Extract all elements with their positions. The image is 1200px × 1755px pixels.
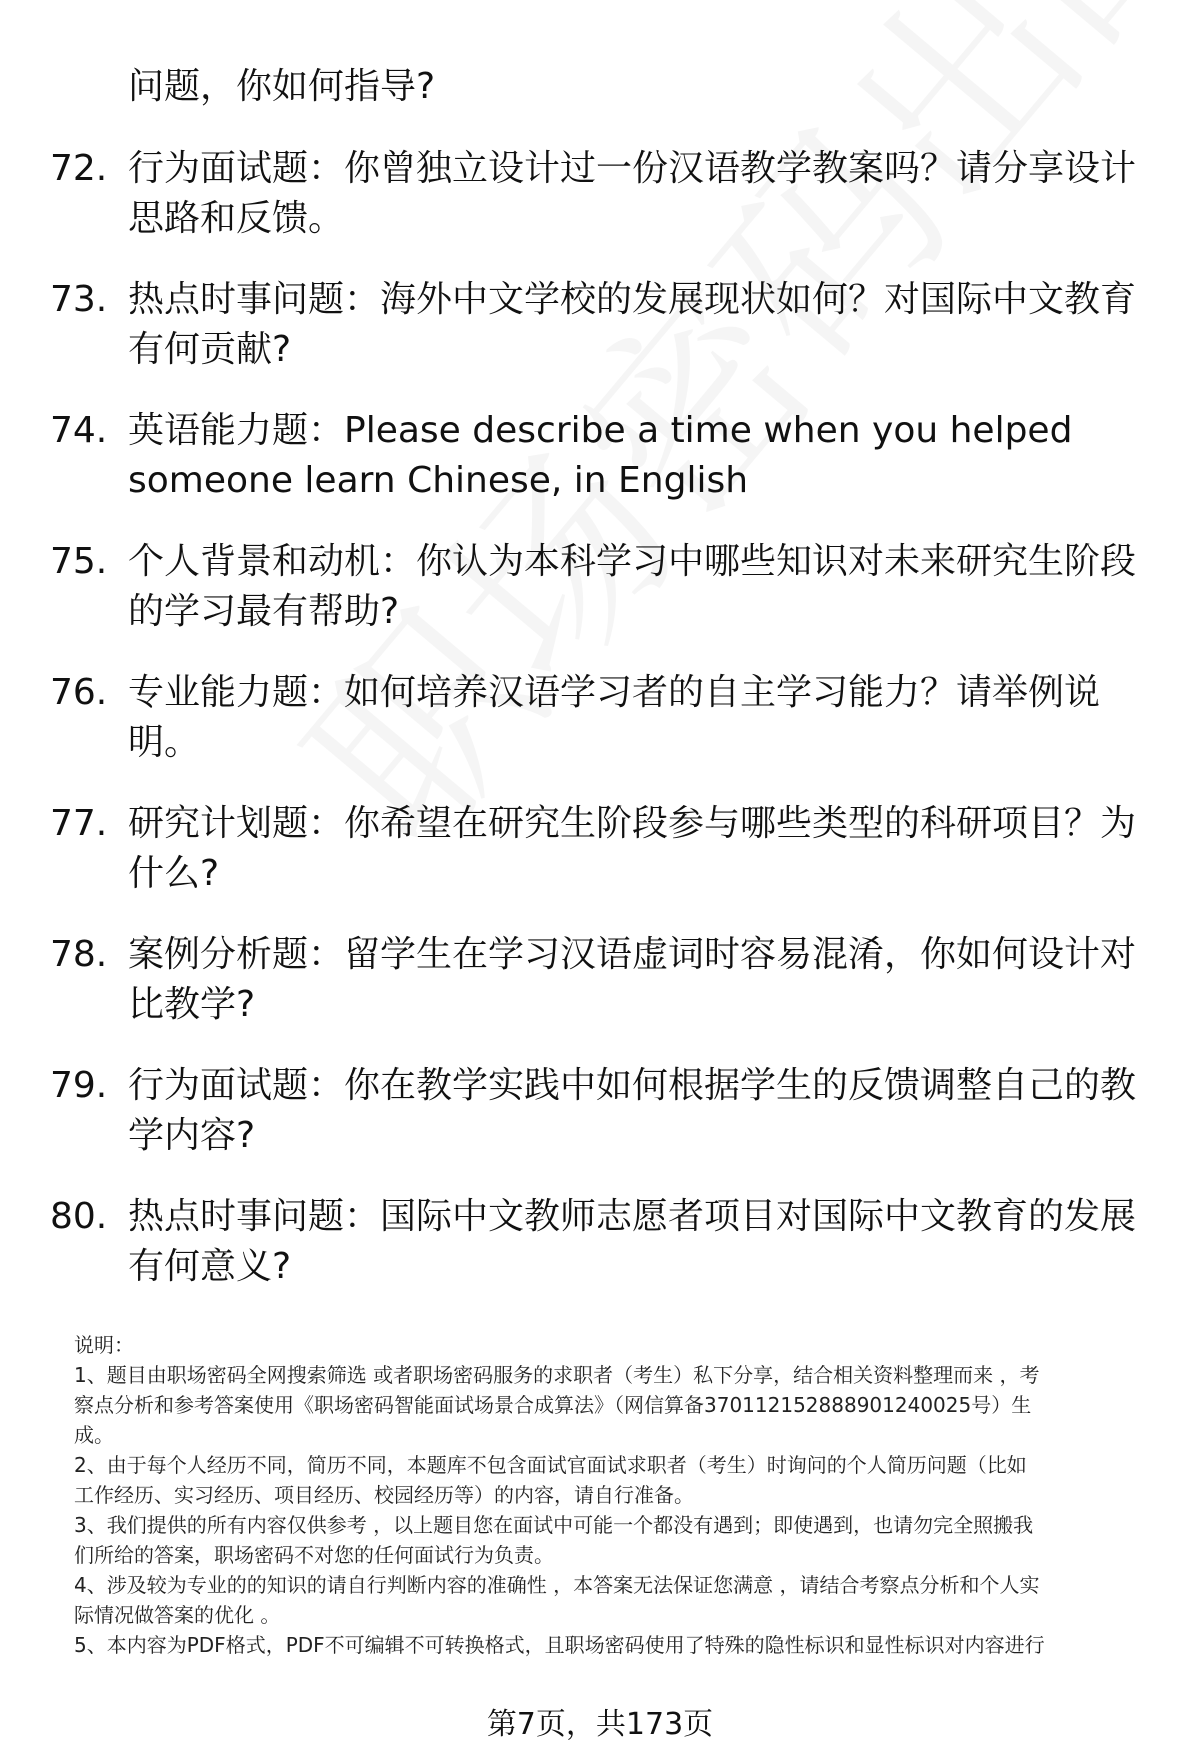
notes-line: 1、题目由职场密码全网搜索筛选 或者职场密码服务的求职者（考生）私下分享，结合相关资料整理而来 ，考 — [74, 1363, 1040, 1387]
notes-line: 察点分析和参考答案使用《职场密码智能面试场景合成算法》（网信算备370112152888901240025号）生 — [74, 1393, 1032, 1417]
question-text — [128, 799, 1188, 899]
question-text — [128, 1192, 1188, 1292]
question-line: 行为面试题：你在教学实践中如何根据学生的反馈调整自己的教 — [128, 1065, 1137, 1106]
question-line: 热点时事问题：国际中文教师志愿者项目对国际中文教育的发展 — [128, 1196, 1137, 1237]
question-text — [128, 275, 1188, 375]
notes-line: 3、我们提供的所有内容仅供参考 ，以上题目您在面试中可能一个都没有遇到；即使遇到，也请勿完全照搬我 — [74, 1513, 1034, 1537]
notes-line: 2、由于每个人经历不同，简历不同，本题库不包含面试官面试求职者（考生）时询问的个人简历问题（比如 — [74, 1453, 1027, 1477]
question-number: 79. — [50, 1065, 108, 1106]
question-line: 个人背景和动机：你认为本科学习中哪些知识对未来研究生阶段 — [128, 541, 1137, 582]
question-line: 思路和反馈。 — [128, 198, 345, 239]
notes-line: 们所给的答案，职场密码不对您的任何面试行为负责。 — [74, 1543, 554, 1567]
question-line: 有何贡献? — [128, 329, 292, 370]
question-number: 80. — [50, 1196, 108, 1237]
question-line: 行为面试题：你曾独立设计过一份汉语教学教案吗？请分享设计 — [128, 148, 1137, 189]
question-number: 76. — [50, 672, 108, 713]
question-number: 74. — [50, 410, 108, 451]
question-line: 什么? — [128, 853, 220, 894]
question-line: someone learn Chinese, in English — [128, 460, 749, 501]
question-number: 73. — [50, 279, 108, 320]
notes-line: 4、涉及较为专业的的知识的请自行判断内容的准确性 ，本答案无法保证您满意 ，请结合考察点分析和个人实 — [74, 1573, 1040, 1597]
question-number: 72. — [50, 148, 108, 189]
notes-line: 5、本内容为PDF格式，PDF不可编辑不可转换格式，且职场密码使用了特殊的隐性标识和显性标识对内容进行 — [74, 1633, 1045, 1657]
question-line: 比教学? — [128, 984, 256, 1025]
question-number: 78. — [50, 934, 108, 975]
question-line: 热点时事问题：海外中文学校的发展现状如何？对国际中文教育 — [128, 279, 1137, 320]
page-footer: 第7页，共173页 — [486, 1707, 714, 1742]
question-number: 77. — [50, 803, 108, 844]
notes-heading: 说明： — [74, 1333, 134, 1357]
question-line: 英语能力题：Please describe a time when you helped — [128, 410, 1073, 451]
question-text — [128, 1061, 1188, 1161]
question-line: 有何意义? — [128, 1246, 292, 1287]
notes-section — [74, 1330, 1154, 1660]
question-text — [128, 668, 1188, 768]
notes-line: 际情况做答案的优化 。 — [74, 1603, 281, 1627]
question-number: 75. — [50, 541, 108, 582]
question-line: 研究计划题：你希望在研究生阶段参与哪些类型的科研项目？为 — [128, 803, 1137, 844]
question-line: 案例分析题：留学生在学习汉语虚词时容易混淆，你如何设计对 — [128, 934, 1137, 975]
question-text — [128, 144, 1188, 244]
question-text — [128, 537, 1188, 637]
question-line: 的学习最有帮助? — [128, 591, 400, 632]
notes-line: 工作经历、实习经历、项目经历、校园经历等）的内容，请自行准备。 — [74, 1483, 694, 1507]
question-line: 专业能力题：如何培养汉语学习者的自主学习能力？请举例说 — [128, 672, 1101, 713]
question-line: 学内容? — [128, 1115, 256, 1156]
question-line: 明。 — [128, 722, 201, 763]
question-text — [128, 930, 1188, 1030]
continued-question-text: 问题，你如何指导? — [128, 66, 436, 107]
question-text — [128, 406, 1188, 506]
notes-line: 成。 — [74, 1423, 114, 1447]
